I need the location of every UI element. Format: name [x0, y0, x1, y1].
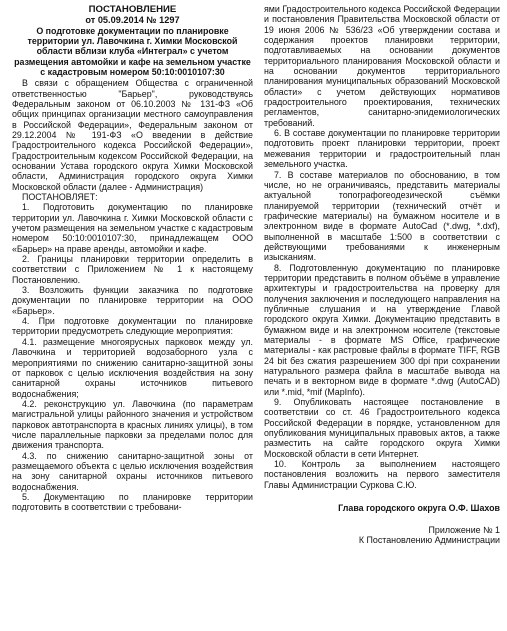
- item-6-paragraph: 6. В составе документации по планировке территории подготовить проект планировки территории, проект межевания территории и градостроительный план земельного участка.: [264, 128, 500, 170]
- item-4-3-paragraph: 4.3. по снижению санитарно-защитной зоны от размещаемого объекта с целью исключения воздействия на зону санитарной охраны источников питьевого водоснабжения.: [12, 450, 253, 492]
- item-7-paragraph: 7. В составе материалов по обоснованию, в том числе, но не ограничиваясь, представить материалы актуальной топографогеодезической съёмки планируемой территории (технический отчёт и графические материалы) на бумажном носителе и в электронном виде в формате AutoCad (*.dwg, *.dxf), выполненной в масштабе 1:500 в соответствии с действующими требованиями к инженерным изысканиям.: [264, 169, 500, 263]
- item-5-continuation: ями Градостроительного кодекса Российской Федерации и постановления Правительства Московской области от 19 июня 2006 № 536/23 «Об утверждении состава и содержания проектов планировки территории, подготавливаемых на основании документов территориального планирования Московской области и на основании документов территориального планирования муниципальных образований Московской области» с учетом действующих нормативов градостроительного проектирования, технических регламентов, санитарно-эпидемиологических требований.: [264, 4, 500, 128]
- item-4-paragraph: 4. При подготовке документации по планировке территории предусмотреть следующие мероприятия:: [12, 316, 253, 337]
- item-1-paragraph: 1. Подготовить документацию по планировке территории ул. Лавочкина г. Химки Московской области с учетом размещения на земельном участке с кадастровым номером 50:10:0010107:30, принадлежащем ООО «Барьер» на праве аренды, автомойки и кафе.: [12, 202, 253, 254]
- item-3-paragraph: 3. Возложить функции заказчика по подготовке документации по планировке территории на ООО «Барьер».: [12, 285, 253, 316]
- preamble-paragraph: В связи с обращением Общества с ограниченной ответственностью "Барьер", руководствуясь Федеральным законом от 06.10.2003 № 131-ФЗ «Об общих принципах организации местного самоуправления в Российской Федерации», Федеральным законом от 29.12.2004 № 191-ФЗ «О введении в действие Градостроительного кодекса Российской Федерации», Градостроительным кодексом Российской Федерации, на основании Устава городского округа Химки Московской области, Администрация городского округа Химки Московской области (далее - Администрация): [12, 78, 253, 192]
- item-8-paragraph: 8. Подготовленную документацию по планировке территории представить в полном объёме в управление архитектуры и градостроительства на проверку для получения заключения и последующего направления на публичные слушания и на утверждение Главой городского округа Химки. Документацию представить в бумажном виде и на электронном носителе (текстовые материалы - в формате MS Office, графические материалы - как растровые файлы в формате TIFF, RGB 24 bit без сжатия разрешением 300 dpi при сохранении натурального размера файла в масштабе вывода на печать и в векторном виде в формате *.dwg (AutoCAD) или *.mid, *mif (MapInfo).: [264, 262, 500, 397]
- appendix-label: Приложение № 1: [428, 524, 500, 535]
- document-heading: О подготовке документации по планировке территории ул. Лавочкина г. Химки Московской области вблизи клуба «Интеграл» с учетом размещения автомойки и кафе на земельном участке с кадастровым номером 50:10:0010107:30: [14, 25, 251, 77]
- left-column: [12, 4, 253, 513]
- item-9-paragraph: 9. Опубликовать настоящее постановление в соответствии со ст. 46 Градостроительного кодекса Российской Федерации в порядке, установленном для опубликования муниципальных правовых актов, а также разместить на сайте городского округа Химки Московской области в сети Интернет.: [264, 397, 500, 459]
- item-5-paragraph: 5. Документацию по планировке территории подготовить в соответствии с требовани-: [12, 491, 253, 513]
- right-column: [264, 4, 500, 545]
- item-4-2-paragraph: 4.2. реконструкцию ул. Лавочкина (по параметрам магистральной улицы районного значения и устройством парковок автотранспорта в красных линиях улицы), в том числе параллельные парковки за пределами полос для движения транспорта.: [12, 398, 253, 451]
- document-date-number: от 05.09.2014 № 1297: [85, 15, 180, 25]
- item-2-paragraph: 2. Границы планировки территории определить в соответствии с Приложением № 1 к настоящему Постановлению.: [12, 254, 253, 285]
- item-10-paragraph: 10. Контроль за выполнением настоящего постановления возложить на первого заместителя Главы Администрации Суркова С.Ю.: [264, 459, 500, 490]
- resolves-label: ПОСТАНОВЛЯЕТ:: [22, 192, 98, 202]
- document-title: ПОСТАНОВЛЕНИЕ: [88, 4, 177, 15]
- item-4-1-paragraph: 4.1. размещение многоярусных парковок между ул. Лавочкина и территорией водозаборного узла с мероприятиями по снижению санитарно-защитной зоны от парковок с целью исключения воздействия на зону санитарной охраны источников питьевого водоснабжения;: [12, 336, 253, 399]
- appendix-subtitle: К Постановлению Администрации: [358, 534, 500, 545]
- signature-line: Глава городского округа О.Ф. Шахов: [338, 503, 500, 514]
